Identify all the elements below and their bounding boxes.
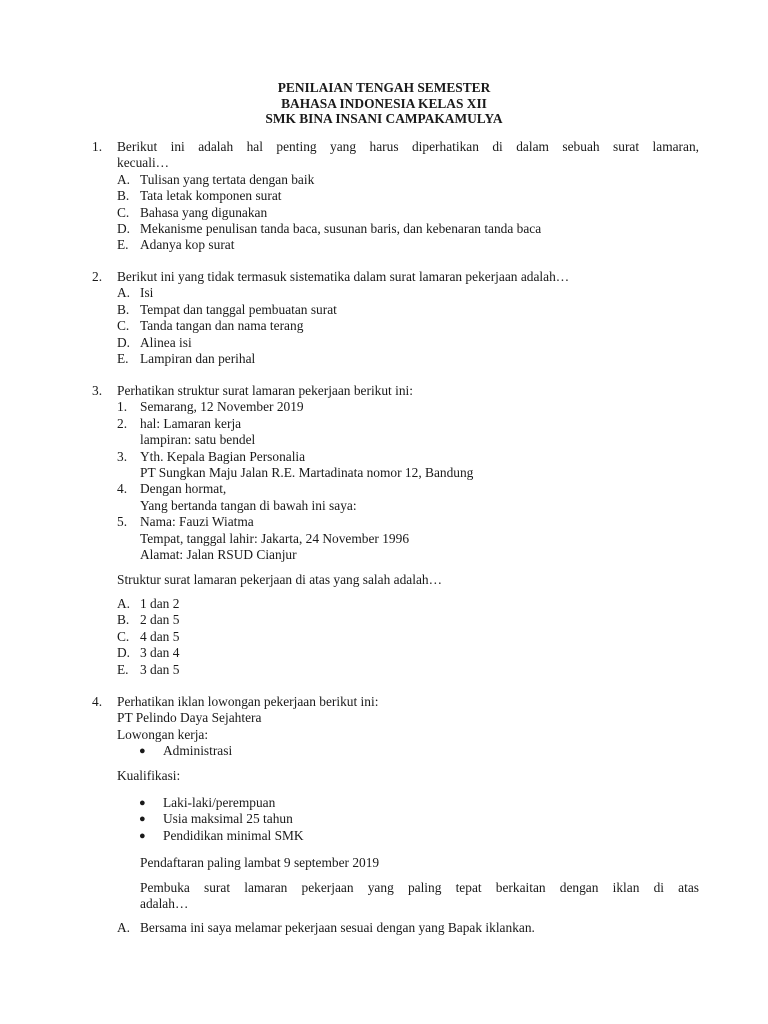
- bullet-text: Laki-laki/perempuan: [163, 795, 276, 810]
- kualifikasi-section: [0, 768, 768, 784]
- structure-item: [0, 399, 768, 415]
- header-title: PENILAIAN TENGAH SEMESTER: [277, 80, 491, 95]
- option-label: A.: [117, 920, 131, 935]
- option-label: C.: [117, 204, 130, 220]
- option-text: 3 dan 5: [140, 661, 180, 677]
- question-3-prompt: [0, 572, 768, 588]
- kualifikasi-label: Kualifikasi:: [117, 768, 181, 783]
- item-label: 3.: [117, 448, 128, 464]
- option-label: A.: [117, 171, 131, 187]
- question-4-prompt: [0, 880, 768, 913]
- option-text: Adanya kop surat: [140, 237, 235, 253]
- option-e: [0, 237, 768, 253]
- question-number: 3.: [92, 383, 103, 398]
- header-subject: BAHASA INDONESIA KELAS XII: [281, 95, 487, 111]
- option-label: E.: [117, 661, 129, 677]
- option-text: Bersama ini saya melamar pekerjaan sesuai dengan yang Bapak iklankan.: [140, 920, 535, 935]
- question-4-options: [0, 920, 768, 936]
- option-text: 2 dan 5: [140, 612, 180, 628]
- question-prompt-continued: adalah…: [140, 896, 189, 912]
- kualifikasi-list: [0, 795, 768, 844]
- option-label: A.: [117, 596, 131, 611]
- structure-item: [0, 481, 768, 497]
- company-name: PT Pelindo Daya Sejahtera: [117, 710, 262, 726]
- option-d: [0, 645, 768, 661]
- option-label: B.: [117, 301, 130, 317]
- bullet-icon: ●: [139, 813, 146, 826]
- bullet-icon: ●: [139, 745, 146, 758]
- option-text: 4 dan 5: [140, 628, 180, 644]
- structure-item: [0, 498, 768, 514]
- question-text: Perhatikan struktur surat lamaran pekerjaan berikut ini:: [117, 383, 413, 398]
- lowongan-label: Lowongan kerja:: [117, 726, 209, 742]
- option-text: Bahasa yang digunakan: [140, 204, 268, 220]
- bullet-icon: ●: [139, 829, 146, 842]
- option-label: B.: [117, 612, 130, 628]
- option-d: [0, 335, 768, 351]
- bullet-text: Usia maksimal 25 tahun: [163, 811, 293, 827]
- option-text: Alinea isi: [140, 334, 192, 350]
- option-text: Tempat dan tanggal pembuatan surat: [140, 301, 337, 317]
- bullet-text: Administrasi: [163, 743, 233, 759]
- option-text: Tata letak komponen surat: [140, 188, 282, 204]
- bullet-item: [0, 828, 768, 844]
- item-text: Nama: Fauzi Wiatma: [140, 514, 254, 530]
- option-a: [0, 172, 768, 188]
- question-number: 1.: [92, 139, 103, 154]
- document-header: [0, 80, 768, 127]
- item-text: PT Sungkan Maju Jalan R.E. Martadinata nomor 12, Bandung: [140, 464, 474, 480]
- structure-item: [0, 547, 768, 563]
- option-c: [0, 318, 768, 334]
- item-label: 1.: [117, 399, 128, 415]
- structure-item: [0, 514, 768, 530]
- option-d: [0, 221, 768, 237]
- option-text: 3 dan 4: [140, 645, 180, 661]
- option-b: [0, 302, 768, 318]
- question-number: 2.: [92, 269, 103, 284]
- option-c: [0, 629, 768, 645]
- bullet-text: Pendidikan minimal SMK: [163, 827, 304, 843]
- structure-item: [0, 449, 768, 465]
- option-label: E.: [117, 237, 129, 253]
- question-text: Berikut ini adalah hal penting yang harus diperhatikan di dalam sebuah surat lamaran,: [117, 139, 699, 154]
- option-e: [0, 662, 768, 678]
- option-label: C.: [117, 318, 130, 334]
- question-1: [0, 139, 768, 254]
- option-e: [0, 351, 768, 367]
- option-c: [0, 205, 768, 221]
- header-school: SMK BINA INSANI CAMPAKAMULYA: [265, 111, 503, 126]
- option-a: [0, 285, 768, 301]
- question-prompt: Pembuka surat lamaran pekerjaan yang paling tepat berkaitan dengan iklan di atas: [140, 880, 699, 895]
- option-b: [0, 188, 768, 204]
- option-text: 1 dan 2: [140, 596, 180, 611]
- option-label: E.: [117, 350, 129, 366]
- option-label: A.: [117, 285, 131, 301]
- option-label: D.: [117, 220, 131, 236]
- item-text: Semarang, 12 November 2019: [140, 399, 304, 415]
- item-text: Alamat: Jalan RSUD Cianjur: [140, 546, 297, 562]
- item-label: 2.: [117, 415, 128, 431]
- question-text-continued: kecuali…: [117, 155, 170, 171]
- item-text: Yth. Kepala Bagian Personalia: [140, 448, 306, 464]
- deadline: [0, 855, 768, 871]
- item-text: hal: Lamaran kerja: [140, 415, 242, 431]
- option-a: [0, 920, 768, 936]
- bullet-item: [0, 743, 768, 759]
- option-a: [0, 596, 768, 612]
- structure-item: [0, 531, 768, 547]
- question-prompt: Struktur surat lamaran pekerjaan di atas yang salah adalah…: [117, 572, 442, 587]
- deadline-text: Pendaftaran paling lambat 9 september 2019: [140, 855, 380, 870]
- item-text: Tempat, tanggal lahir: Jakarta, 24 November 1996: [140, 530, 410, 546]
- structure-item: [0, 465, 768, 481]
- question-text: Berikut ini yang tidak termasuk sistematika dalam surat lamaran pekerjaan adalah…: [117, 269, 570, 284]
- option-text: Tulisan yang tertata dengan baik: [140, 171, 315, 187]
- question-2: [0, 269, 768, 367]
- item-text: Dengan hormat,: [140, 481, 227, 497]
- item-text: Yang bertanda tangan di bawah ini saya:: [140, 497, 357, 513]
- question-number: 4.: [92, 694, 103, 709]
- option-text: Tanda tangan dan nama terang: [140, 318, 304, 334]
- structure-item: [0, 416, 768, 432]
- option-label: D.: [117, 645, 131, 661]
- structure-item: [0, 432, 768, 448]
- option-label: C.: [117, 628, 130, 644]
- option-b: [0, 612, 768, 628]
- bullet-icon: ●: [139, 797, 146, 809]
- item-label: 5.: [117, 514, 128, 530]
- item-label: 4.: [117, 481, 128, 497]
- option-text: Mekanisme penulisan tanda baca, susunan baris, dan kebenaran tanda baca: [140, 220, 542, 236]
- question-text: Perhatikan iklan lowongan pekerjaan berikut ini:: [117, 694, 379, 709]
- option-text: Lampiran dan perihal: [140, 350, 256, 366]
- question-3-options: [0, 596, 768, 678]
- question-3: [0, 383, 768, 563]
- bullet-item: [0, 795, 768, 811]
- question-4: [0, 694, 768, 760]
- option-label: B.: [117, 188, 130, 204]
- bullet-item: [0, 811, 768, 827]
- item-text: lampiran: satu bendel: [140, 432, 256, 448]
- option-text: Isi: [140, 285, 154, 301]
- option-label: D.: [117, 334, 131, 350]
